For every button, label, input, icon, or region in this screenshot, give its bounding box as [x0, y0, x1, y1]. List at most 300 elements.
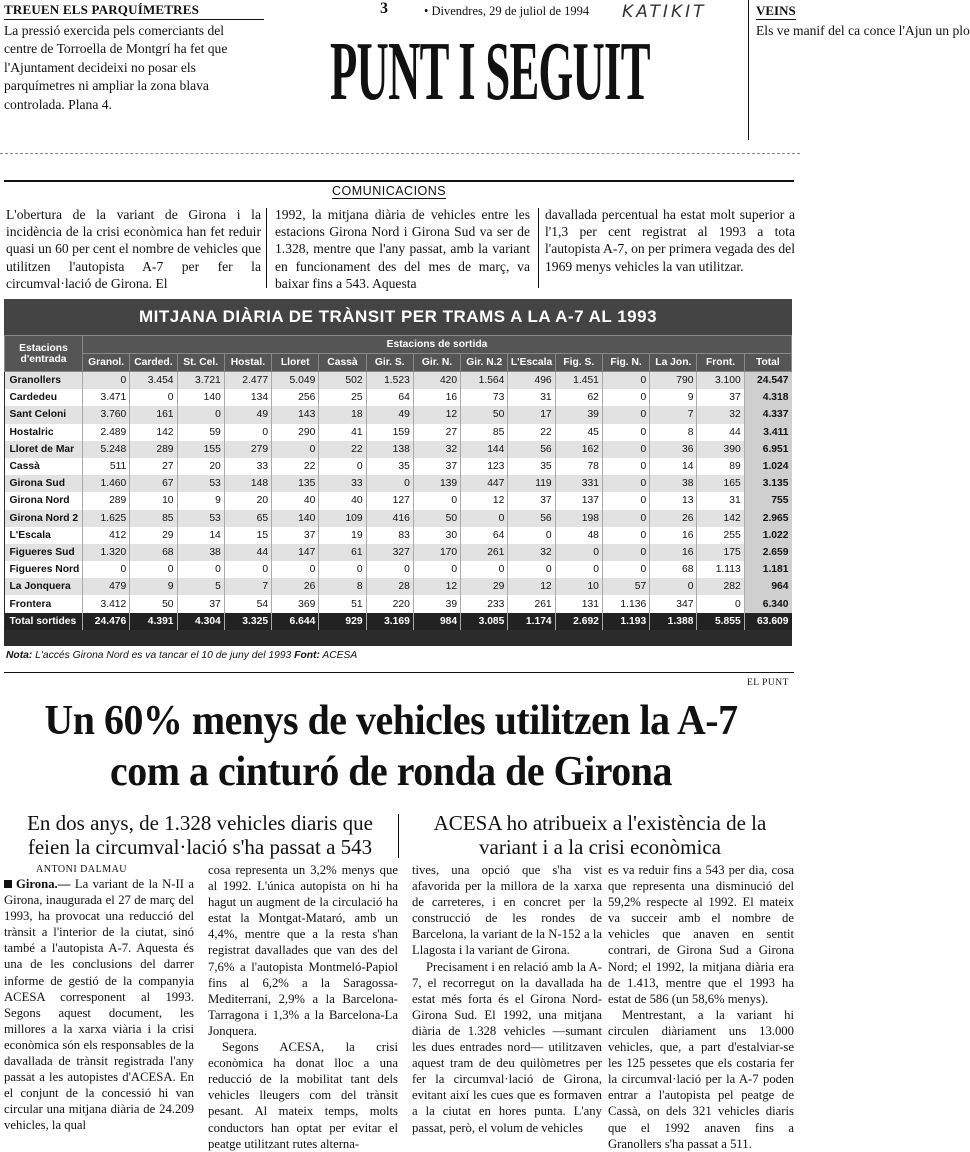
column-header: Gir. N. — [413, 354, 460, 372]
table-cell: 1.388 — [650, 613, 697, 630]
table-cell: 0 — [602, 561, 649, 578]
table-cell: 4.337 — [744, 406, 791, 423]
table-cell: 255 — [697, 527, 744, 544]
table-cell: 0 — [602, 527, 649, 544]
table-cell: 131 — [555, 595, 602, 612]
table-cell: 496 — [508, 372, 555, 390]
fold-line — [0, 153, 800, 154]
table-cell: 0 — [413, 492, 460, 509]
table-cell: 198 — [555, 510, 602, 527]
subheadline-left: En dos anys, de 1.328 vehicles diaris que feien la circumval·lació s'ha passat a 543 — [27, 811, 373, 859]
table-cell: 29 — [461, 578, 508, 595]
row-label: Total sortides — [5, 613, 83, 630]
table-cell: 9 — [130, 578, 177, 595]
table-cell: 49 — [366, 406, 413, 423]
table-cell: 6.951 — [744, 441, 791, 458]
corner-header: Estacions d'entrada — [5, 336, 83, 372]
table-cell: 0 — [177, 406, 224, 423]
column-header: Front. — [697, 354, 744, 372]
table-cell: 0 — [602, 475, 649, 492]
table-cell: 0 — [272, 561, 319, 578]
table-cell: 7 — [224, 578, 271, 595]
table-cell: 0 — [130, 389, 177, 406]
column-header: Granol. — [83, 354, 130, 372]
dateline: Girona.— — [16, 877, 71, 891]
column-header: Total — [744, 354, 791, 372]
subheadline-right: ACESA ho atribueix a l'existència de la variant i a la crisi econòmica — [433, 811, 767, 859]
table-cell: 447 — [461, 475, 508, 492]
table-cell: 37 — [413, 458, 460, 475]
table-cell: 12 — [508, 578, 555, 595]
table-cell: 10 — [555, 578, 602, 595]
table-cell: 54 — [224, 595, 271, 612]
table-cell: 1.136 — [602, 595, 649, 612]
article-text: La variant de la N-II a Girona, inaugurada el 27 de març del 1993, ha provocat una reducció del trànsit a l'interior de la ciutat, sinó també a l'autopista A-7. Aquesta és una de les conclusions del darrer informe de gestió de la companyia ACESA corresponent al 1993. Segons aquest document, les millores a la xarxa viària i la crisi econòmica són els responsables de la davallada de trànsit registrada l'any passat a les autopistes d'ACESA. En el conjunt de la concessió hi van circular una mitjana diària de 24.209 vehicles, la qual — [4, 877, 194, 1133]
table-cell: 0 — [602, 492, 649, 509]
column-header: Fig. N. — [602, 354, 649, 372]
table-cell: 148 — [224, 475, 271, 492]
table-cell: 0 — [697, 595, 744, 612]
issue-date: • Divendres, 29 de juliol de 1994 — [424, 4, 590, 18]
table-cell: 2.477 — [224, 372, 271, 390]
bullet-square-icon — [4, 880, 12, 888]
table-cell: 0 — [602, 372, 649, 390]
table-cell: 0 — [272, 441, 319, 458]
table-cell: 38 — [650, 475, 697, 492]
column-header: Carded. — [130, 354, 177, 372]
table-cell: 32 — [508, 544, 555, 561]
table-cell: 155 — [177, 441, 224, 458]
table-row — [5, 441, 792, 458]
table-cell: 261 — [461, 544, 508, 561]
headline: Un 60% menys de vehicles utilitzen la A-7 com a cinturó de ronda de Girona — [44, 698, 738, 795]
column-header: Fig. S. — [555, 354, 602, 372]
column-header-row — [5, 354, 792, 372]
table-cell: 41 — [319, 424, 366, 441]
table-cell: 137 — [555, 492, 602, 509]
table-cell: 40 — [319, 492, 366, 509]
table-cell: 3.135 — [744, 475, 791, 492]
table-cell: 3.169 — [366, 613, 413, 630]
table-cell: 0 — [602, 406, 649, 423]
table-cell: 1.320 — [83, 544, 130, 561]
table-cell: 13 — [650, 492, 697, 509]
table-cell: 1.193 — [602, 613, 649, 630]
article-paragraph: Precisament i en relació amb la A-7, el recorregut on la davallada ha estat més forta és el Girona Nord-Girona Sud. El 1992, una mitjana diària de 1.328 vehicles —sumant les dues entrades nord— utilitzaven aquest tram de deu quilòmetres per fer la circumval·lació de Girona, evitant així les cues que es formaven a la ciutat en hores punta. L'any passat, però, el volum de vehicles — [412, 959, 602, 1135]
table-cell: 31 — [508, 389, 555, 406]
table-cell: 53 — [177, 510, 224, 527]
table-cell: 0 — [461, 561, 508, 578]
table-cell: 5 — [177, 578, 224, 595]
source-text: ACESA — [319, 650, 358, 661]
column-divider — [398, 814, 399, 858]
table-row — [5, 424, 792, 441]
table-cell: 1.625 — [83, 510, 130, 527]
table-cell: 85 — [130, 510, 177, 527]
table-cell: 256 — [272, 389, 319, 406]
table-cell: 0 — [224, 561, 271, 578]
table-cell: 0 — [650, 578, 697, 595]
column-divider — [748, 0, 749, 140]
table-row — [5, 475, 792, 492]
row-label: Figueres Nord — [5, 561, 83, 578]
table-cell: 2.659 — [744, 544, 791, 561]
table-cell: 420 — [413, 372, 460, 390]
table-cell: 78 — [555, 458, 602, 475]
table-cell: 3.411 — [744, 424, 791, 441]
table-cell: 24.476 — [83, 613, 130, 630]
table-cell: 24.547 — [744, 372, 791, 390]
table-cell: 31 — [697, 492, 744, 509]
total-row — [5, 613, 792, 630]
table-cell: 2.692 — [555, 613, 602, 630]
table-cell: 479 — [83, 578, 130, 595]
table-cell: 144 — [461, 441, 508, 458]
table-cell: 261 — [508, 595, 555, 612]
table-cell: 1.024 — [744, 458, 791, 475]
table-cell: 135 — [272, 475, 319, 492]
table-cell: 1.460 — [83, 475, 130, 492]
table-cell: 0 — [602, 441, 649, 458]
table-cell: 0 — [366, 561, 413, 578]
article-paragraph: cosa representa un 3,2% menys que al 1992. L'única autopista on hi ha hagut un augment de la circulació ha estat la Montgat-Mataró, amb un 4,4%, mentre que a la resta s'han registrat davallades que van des del 7,6% a l'autopista Montmeló-Papiol fins al 6,2% a la Saragossa-Mediterrani, 2,9% a la Barcelona-Tarragona i 1,3% a la Barcelona-La Jonquera. — [208, 863, 398, 1038]
article-paragraph: es va reduir fins a 543 per dia, cosa que representa una disminució del 59,2% respecte al 1992. El mateix va succeir amb el nombre de vehicles que anaven en sentit contrari, de Girona Sud a Girona Nord; el 1992, la mitjana diària era de 1.413, mentre que el 1993 ha estat de 586 (un 58,6% menys). — [608, 863, 794, 1006]
table-cell: 14 — [177, 527, 224, 544]
table-cell: 22 — [319, 441, 366, 458]
table-cell: 233 — [461, 595, 508, 612]
column-header: St. Cel. — [177, 354, 224, 372]
table-cell: 159 — [366, 424, 413, 441]
table-cell: 18 — [319, 406, 366, 423]
table-cell: 44 — [697, 424, 744, 441]
table-cell: 3.471 — [83, 389, 130, 406]
table-cell: 57 — [602, 578, 649, 595]
column-divider — [266, 208, 267, 288]
table-cell: 83 — [366, 527, 413, 544]
table-cell: 49 — [224, 406, 271, 423]
table-cell: 964 — [744, 578, 791, 595]
table-cell: 6.644 — [272, 613, 319, 630]
article-paragraph: tives, una opció que s'ha vist afavorida per la millora de la xarxa de carreteres, i en concret per la construcció de les rondes de Barcelona, la variant de la N-152 a la Llagosta i la variant de Girona. — [412, 863, 602, 958]
table-cell: 327 — [366, 544, 413, 561]
table-cell: 279 — [224, 441, 271, 458]
table-cell: 347 — [650, 595, 697, 612]
table-cell: 0 — [83, 372, 130, 390]
row-label: Girona Nord — [5, 492, 83, 509]
table-cell: 22 — [508, 424, 555, 441]
source-credit: EL PUNT — [747, 678, 789, 688]
table-cell: 35 — [508, 458, 555, 475]
table-cell: 1.022 — [744, 527, 791, 544]
table-cell: 61 — [319, 544, 366, 561]
table-cell: 17 — [508, 406, 555, 423]
section-label: COMUNICACIONS — [332, 184, 447, 198]
table-row — [5, 389, 792, 406]
table-cell: 63.609 — [744, 613, 791, 630]
table-cell: 16 — [650, 527, 697, 544]
row-label: Figueres Sud — [5, 544, 83, 561]
note-text: L'accés Girona Nord es va tancar el 10 de juny del 1993 — [32, 650, 295, 661]
table-cell: 0 — [508, 527, 555, 544]
table-cell: 502 — [319, 372, 366, 390]
table-cell: 12 — [413, 406, 460, 423]
table-cell: 50 — [413, 510, 460, 527]
table-cell: 20 — [224, 492, 271, 509]
column-header: L'Escala — [508, 354, 555, 372]
table-cell: 139 — [413, 475, 460, 492]
table-row — [5, 595, 792, 612]
table-cell: 220 — [366, 595, 413, 612]
row-label: L'Escala — [5, 527, 83, 544]
traffic-table — [4, 335, 792, 630]
table-row — [5, 510, 792, 527]
table-cell: 4.304 — [177, 613, 224, 630]
table-cell: 37 — [272, 527, 319, 544]
table-cell: 64 — [461, 527, 508, 544]
table-cell: 8 — [319, 578, 366, 595]
table-cell: 1.174 — [508, 613, 555, 630]
article-paragraph: Mentrestant, a la variant hi circulen diàriament uns 13.000 vehicles, que, a part d'estalviar-se les 125 pessetes que els costaria fer la circumval·lació per la A-7 poden entrar a l'autopista pel peatge de Cassà, on dels 321 vehicles diaris que el 1992 anaven fins a Granollers s'ha passat a 511. — [608, 1007, 794, 1151]
note-prefix: Nota: — [6, 650, 33, 661]
table-cell: 33 — [319, 475, 366, 492]
table-cell: 142 — [130, 424, 177, 441]
table-cell: 19 — [319, 527, 366, 544]
table-cell: 147 — [272, 544, 319, 561]
article-column-2 — [208, 862, 398, 1152]
table-cell: 0 — [602, 510, 649, 527]
table-cell: 289 — [83, 492, 130, 509]
row-label: Girona Sud — [5, 475, 83, 492]
table-cell: 755 — [744, 492, 791, 509]
table-cell: 331 — [555, 475, 602, 492]
table-cell: 0 — [461, 510, 508, 527]
side-story-body-right: Els ve manif del ca conce l'Ajun un plo — [756, 23, 970, 38]
table-cell: 25 — [319, 389, 366, 406]
column-header: La Jon. — [650, 354, 697, 372]
table-row — [5, 372, 792, 390]
table-cell: 282 — [697, 578, 744, 595]
table-cell: 0 — [508, 561, 555, 578]
table-cell: 6.340 — [744, 595, 791, 612]
table-cell: 48 — [555, 527, 602, 544]
table-row — [5, 406, 792, 423]
table-cell: 65 — [224, 510, 271, 527]
table-cell: 26 — [650, 510, 697, 527]
table-cell: 14 — [650, 458, 697, 475]
table-cell: 3.412 — [83, 595, 130, 612]
table-cell: 64 — [366, 389, 413, 406]
table-cell: 29 — [130, 527, 177, 544]
table-note — [6, 650, 357, 661]
table-cell: 22 — [272, 458, 319, 475]
table-cell: 68 — [650, 561, 697, 578]
table-cell: 16 — [413, 389, 460, 406]
table-row — [5, 561, 792, 578]
table-cell: 109 — [319, 510, 366, 527]
table-cell: 4.391 — [130, 613, 177, 630]
row-label: Hostalric — [5, 424, 83, 441]
table-cell: 0 — [413, 561, 460, 578]
table-cell: 30 — [413, 527, 460, 544]
side-story-title-right: VEINS — [756, 3, 796, 18]
masthead: PUNT I SEGUIT — [330, 26, 650, 118]
row-label: Lloret de Mar — [5, 441, 83, 458]
table-cell: 0 — [319, 561, 366, 578]
table-cell: 16 — [650, 544, 697, 561]
table-cell: 40 — [272, 492, 319, 509]
table-cell: 0 — [366, 475, 413, 492]
table-cell: 4.318 — [744, 389, 791, 406]
table-cell: 412 — [83, 527, 130, 544]
table-cell: 62 — [555, 389, 602, 406]
table-cell: 20 — [177, 458, 224, 475]
table-cell: 10 — [130, 492, 177, 509]
table-cell: 8 — [650, 424, 697, 441]
table-cell: 5.049 — [272, 372, 319, 390]
table-cell: 85 — [461, 424, 508, 441]
table-cell: 0 — [602, 458, 649, 475]
table-cell: 140 — [177, 389, 224, 406]
table-cell: 1.523 — [366, 372, 413, 390]
table-cell: 0 — [130, 561, 177, 578]
table-cell: 170 — [413, 544, 460, 561]
table-cell: 0 — [319, 458, 366, 475]
column-divider — [538, 208, 539, 288]
table-cell: 9 — [177, 492, 224, 509]
row-label: Frontera — [5, 595, 83, 612]
table-cell: 5.248 — [83, 441, 130, 458]
table-cell: 0 — [224, 424, 271, 441]
table-cell: 138 — [366, 441, 413, 458]
table-cell: 3.100 — [697, 372, 744, 390]
table-cell: 3.325 — [224, 613, 271, 630]
table-cell: 37 — [508, 492, 555, 509]
table-cell: 38 — [177, 544, 224, 561]
row-label: La Jonquera — [5, 578, 83, 595]
table-cell: 12 — [461, 492, 508, 509]
table-cell: 39 — [413, 595, 460, 612]
table-cell: 27 — [130, 458, 177, 475]
byline: ANTONI DALMAU — [36, 864, 128, 875]
column-header: Lloret — [272, 354, 319, 372]
table-cell: 3.721 — [177, 372, 224, 390]
table-cell: 56 — [508, 510, 555, 527]
table-cell: 1.181 — [744, 561, 791, 578]
column-header: Gir. S. — [366, 354, 413, 372]
row-label: Sant Celoni — [5, 406, 83, 423]
intro-column-2: 1992, la mitjana diària de vehicles entre les estacions Girona Nord i Girona Sud va ser de 1.328, mentre que l'any passat, amb la variant en funcionament des del mes de març, va baixar fins a 543. Aquesta — [275, 207, 530, 291]
section-rule — [4, 672, 794, 673]
table-cell: 33 — [224, 458, 271, 475]
table-cell: 12 — [413, 578, 460, 595]
table-cell: 0 — [83, 561, 130, 578]
table-cell: 9 — [650, 389, 697, 406]
table-cell: 44 — [224, 544, 271, 561]
table-cell: 1.564 — [461, 372, 508, 390]
table-cell: 45 — [555, 424, 602, 441]
table-cell: 37 — [697, 389, 744, 406]
table-row — [5, 544, 792, 561]
side-story-body: La pressió exercida pels comerciants del centre de Torroella de Montgrí ha fet que l'Ajuntament decideixi no posar els parquímetres ni ampliar la zona blava controlada. Plana 4. — [4, 23, 228, 112]
row-label: Cardedeu — [5, 389, 83, 406]
table-cell: 27 — [413, 424, 460, 441]
table-cell: 289 — [130, 441, 177, 458]
exit-stations-header: Estacions de sortida — [83, 336, 792, 354]
table-cell: 3.760 — [83, 406, 130, 423]
table-cell: 35 — [366, 458, 413, 475]
table-cell: 5.855 — [697, 613, 744, 630]
table-row — [5, 578, 792, 595]
table-cell: 3.454 — [130, 372, 177, 390]
table-cell: 53 — [177, 475, 224, 492]
page-number: 3 — [380, 0, 388, 17]
table-cell: 0 — [602, 424, 649, 441]
table-row — [5, 492, 792, 509]
table-cell: 50 — [461, 406, 508, 423]
table-cell: 390 — [697, 441, 744, 458]
table-cell: 68 — [130, 544, 177, 561]
table-cell: 984 — [413, 613, 460, 630]
table-cell: 162 — [555, 441, 602, 458]
article-column-4 — [608, 862, 794, 1152]
article-column-1 — [4, 876, 194, 1134]
table-cell: 119 — [508, 475, 555, 492]
table-cell: 67 — [130, 475, 177, 492]
table-cell: 50 — [130, 595, 177, 612]
table-cell: 1.113 — [697, 561, 744, 578]
table-cell: 127 — [366, 492, 413, 509]
table-cell: 123 — [461, 458, 508, 475]
table-cell: 32 — [413, 441, 460, 458]
table-cell: 56 — [508, 441, 555, 458]
table-cell: 1.451 — [555, 372, 602, 390]
table-cell: 0 — [602, 389, 649, 406]
table-cell: 3.085 — [461, 613, 508, 630]
table-cell: 790 — [650, 372, 697, 390]
row-label: Girona Nord 2 — [5, 510, 83, 527]
table-cell: 73 — [461, 389, 508, 406]
table-cell: 37 — [177, 595, 224, 612]
table-title: MITJANA DIÀRIA DE TRÀNSIT PER TRAMS A LA A-7 AL 1993 — [4, 299, 792, 335]
table-cell: 32 — [697, 406, 744, 423]
table-cell: 7 — [650, 406, 697, 423]
table-cell: 143 — [272, 406, 319, 423]
table-cell: 0 — [177, 561, 224, 578]
table-row — [5, 527, 792, 544]
column-header: Cassà — [319, 354, 366, 372]
side-story-title: TREUEN ELS PARQUÍMETRES — [4, 2, 264, 20]
table-cell: 140 — [272, 510, 319, 527]
table-cell: 290 — [272, 424, 319, 441]
intro-column-1: L'obertura de la variant de Girona i la incidència de la crisi econòmica han fet reduir quasi un 60 per cent el nombre de vehicles que utilitzen l'autopista A-7 per fer la circumval·lació de Girona. El — [6, 207, 261, 291]
table-cell: 161 — [130, 406, 177, 423]
table-cell: 26 — [272, 578, 319, 595]
table-cell: 175 — [697, 544, 744, 561]
handwritten-annotation: KATIKIT — [622, 2, 707, 22]
column-header: Hostal. — [224, 354, 271, 372]
table-cell: 51 — [319, 595, 366, 612]
table-cell: 36 — [650, 441, 697, 458]
row-label: Granollers — [5, 372, 83, 390]
table-cell: 369 — [272, 595, 319, 612]
section-rule — [4, 180, 794, 182]
table-body — [5, 372, 792, 630]
table-cell: 15 — [224, 527, 271, 544]
intro-column-3: davallada percentual ha estat molt superior a l'1,3 per cent registrat al 1993 a tota l'autopista A-7, on per primera vegada des del 1969 menys vehicles la van utilitzar. — [545, 207, 795, 274]
article-column-3 — [412, 862, 602, 1136]
row-label: Cassà — [5, 458, 83, 475]
table-cell: 165 — [697, 475, 744, 492]
